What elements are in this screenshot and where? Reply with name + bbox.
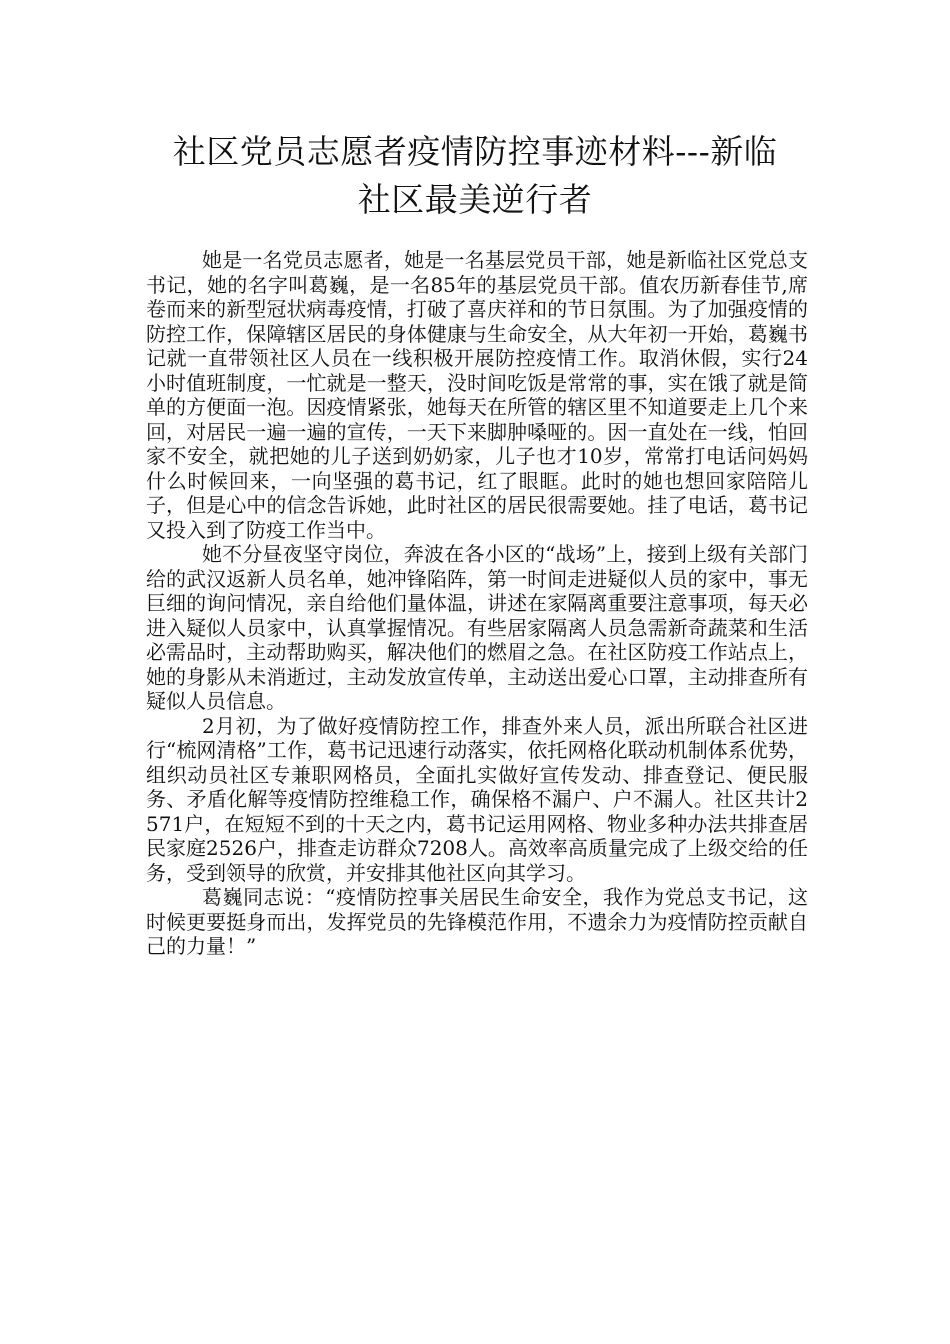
paragraph-2: 她不分昼夜坚守岗位，奔波在各小区的“战场”上，接到上级有关部门给的武汉返新人员名单，她冲锋陷阵，第一时间走进疑似人员的家中，事无巨细的询问情况，亲自给他们量体温，讲述在家隔离重要注意事项，每天必进入疑似人员家中，认真掌握情况。有些居家隔离人员急需新奇蔬菜和生活必需品时，主动帮助购买，解决他们的燃眉之急。在社区防疫工作站点上，她的身影从未消逝过，主动发放宣传单，主动送出爱心口罩，主动排查所有疑似人员信息。 — [146, 542, 808, 713]
paragraph-3: 2月初，为了做好疫情防控工作，排查外来人员，派出所联合社区进行“梳网清格”工作，葛书记迅速行动落实，依托网格化联动机制体系优势，组织动员社区专兼职网格员，全面扎实做好宣传发动、排查登记、便民服务、矛盾化解等疫情防控维稳工作，确保格不漏户、户不漏人。社区共计2571户，在短短不到的十天之内，葛书记运用网格、物业多种办法共排查居民家庭2526户，排查走访群众7208人。高效率高质量完成了上级交给的任务，受到领导的欣赏，并安排其他社区向其学习。 — [146, 713, 808, 885]
title-line-2: 社区最美逆行者 — [357, 180, 593, 219]
document-title — [140, 128, 810, 224]
title-line-1: 社区党员志愿者疫情防控事迹材料---新临 — [172, 132, 778, 171]
document-body — [146, 248, 808, 959]
paragraph-1: 她是一名党员志愿者，她是一名基层党员干部，她是新临社区党总支书记，她的名字叫葛巍，是一名85年的基层党员干部。值农历新春佳节,席卷而来的新型冠状病毒疫情，打破了喜庆祥和的节日氛围。为了加强疫情的防控工作，保障辖区居民的身体健康与生命安全，从大年初一开始，葛巍书记就一直带领社区人员在一线积极开展防控疫情工作。取消休假，实行24小时值班制度，一忙就是一整天，没时间吃饭是常常的事，实在饿了就是简单的方便面一泡。因疫情紧张，她每天在所管的辖区里不知道要走上几个来回，对居民一遍一遍的宣传，一天下来脚肿嗓哑的。因一直处在一线，怕回家不安全，就把她的儿子送到奶奶家，儿子也才10岁，常常打电话问妈妈什么时候回来，一向坚强的葛书记，红了眼眶。此时的她也想回家陪陪儿子，但是心中的信念告诉她，此时社区的居民很需要她。挂了电话，葛书记又投入到了防疫工作当中。 — [146, 248, 808, 542]
paragraph-4: 葛巍同志说：“疫情防控事关居民生命安全，我作为党总支书记，这时候更要挺身而出，发挥党员的先锋模范作用，不遗余力为疫情防控贡献自己的力量！” — [146, 885, 808, 958]
